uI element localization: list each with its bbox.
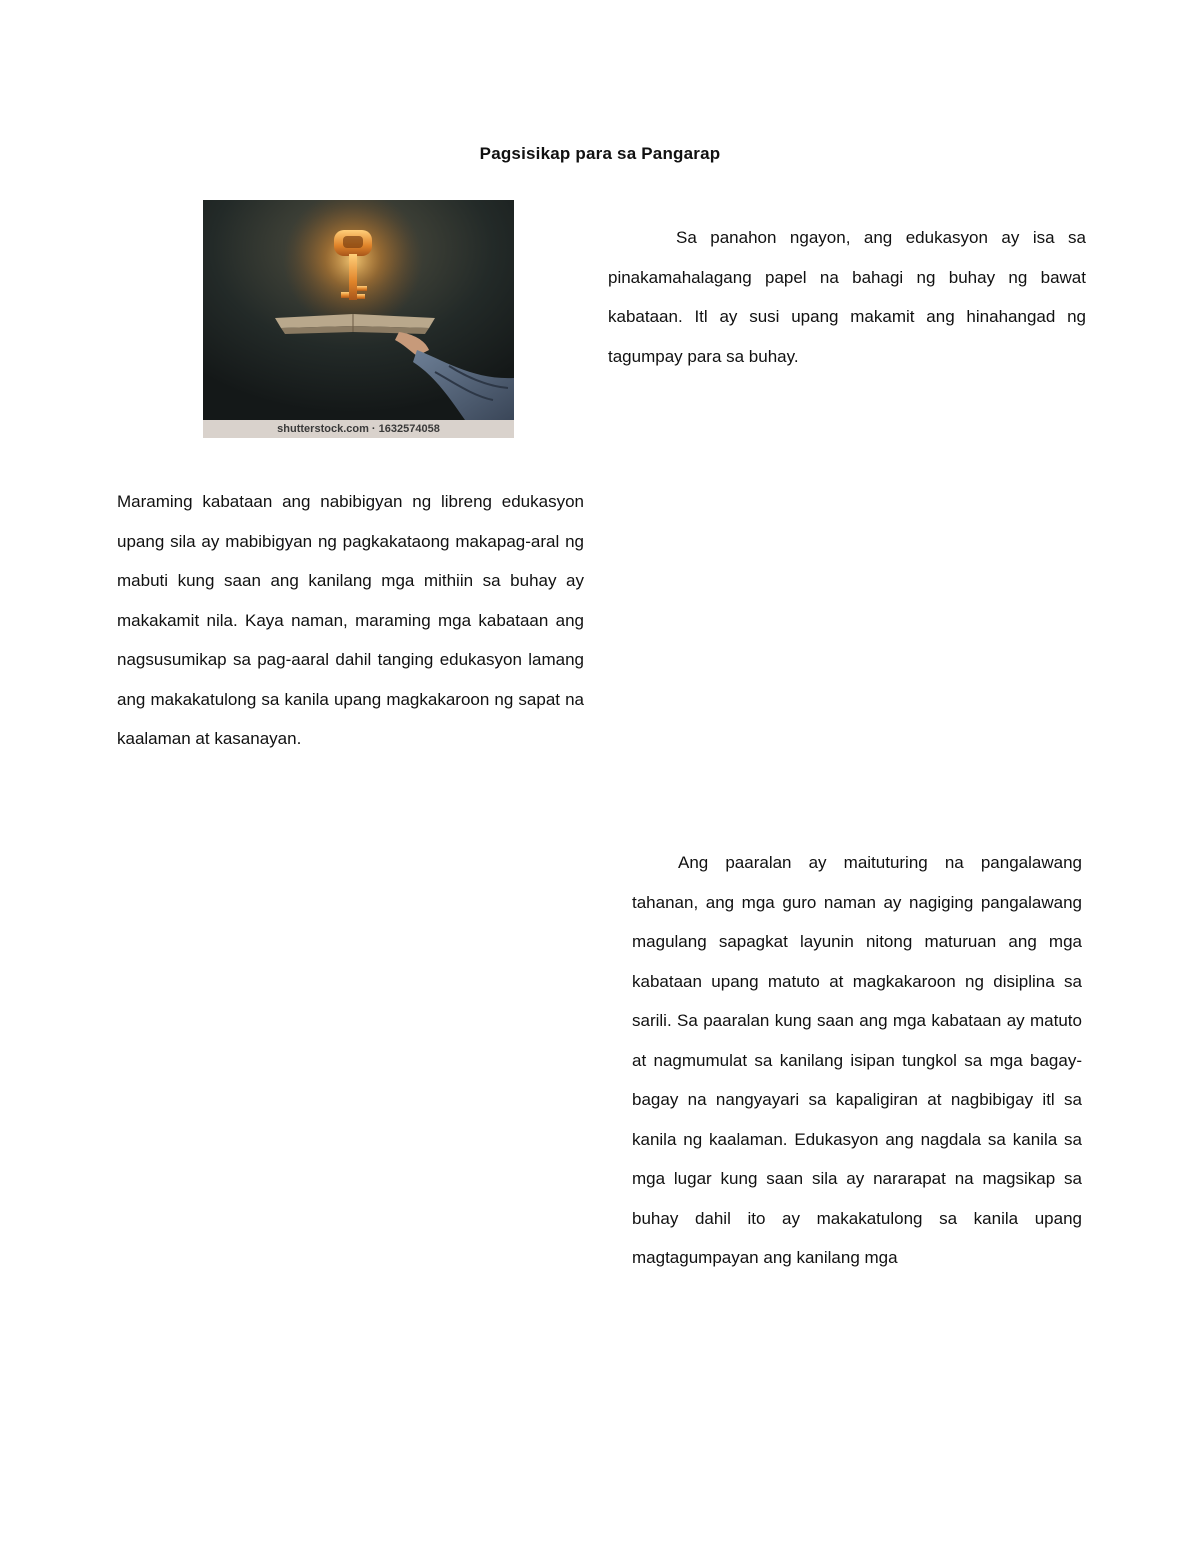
key-book-photo (203, 200, 514, 438)
paragraph-2: Maraming kabataan ang nabibigyan ng libreng edukasyon upang sila ay mabibigyan ng pagkakataong makapag-aral ng mabuti kung saan ang kanilang mga mithiin sa buhay ay makakamit nila. Kaya naman, maraming mga kabataan ang nagsusumikap sa pag-aaral dahil tanging edukasyon lamang ang makakatulong sa kanila upang magkakaroon ng sapat na kaalaman at kasanayan. (117, 492, 584, 748)
paragraph-1: Sa panahon ngayon, ang edukasyon ay isa sa pinakamahalagang papel na bahagi ng buhay ng bawat kabataan. Itl ay susi upang makamit ang hinahangad ng tagumpay para sa buhay. (608, 228, 1086, 366)
document-title: Pagsisikap para sa Pangarap (479, 144, 721, 163)
glowing-key-over-book-icon (203, 200, 514, 420)
paragraph-3: Ang paaralan ay maituturing na pangalawang tahanan, ang mga guro naman ay nagiging pangalawang magulang sapagkat layunin nitong maturuan ang mga kabataan upang matuto at magkakaroon ng disiplina sa sarili. Sa paaralan kung saan ang mga kabataan ay matuto at nagmumulat sa kanilang isipan tungkol sa mga bagay-bagay na nangyayari sa kapaligiran at nagbibigay itl sa kanila ng kaalaman. Edukasyon ang nagdala sa kanila sa mga lugar kung saan sila ay nararapat na magsikap sa buhay dahil ito ay makakatulong sa kanila upang magtagumpayan ang kanilang mga (632, 853, 1082, 1267)
photo-watermark: shutterstock.com · 1632574058 (203, 420, 514, 438)
